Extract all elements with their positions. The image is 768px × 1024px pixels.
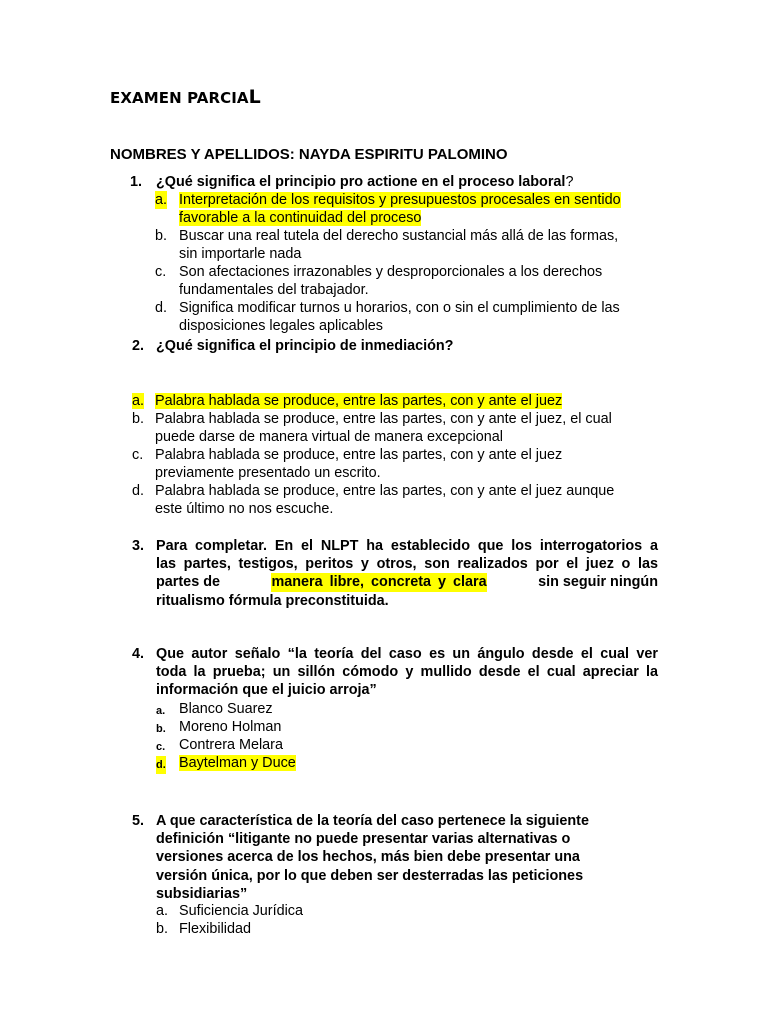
line-3-pre: partes de <box>156 574 220 591</box>
question-line-1: A que característica de la teoría del caso pertenece la siguiente <box>156 813 589 829</box>
question-number: 5. <box>132 813 145 829</box>
option-line-1: Son afectaciones irrazonables y desproporcionales a los derechos <box>179 264 603 280</box>
option-text <box>155 392 675 410</box>
option-letter-text: a. <box>132 393 145 409</box>
option-text: Contrera Melara <box>179 737 283 753</box>
option-line-2: sin importarle nada <box>179 246 302 263</box>
option-letter: b. <box>156 723 166 735</box>
option-letter: c. <box>155 264 167 280</box>
option-line-1: Interpretación de los requisitos y presupuestos procesales en sentido <box>179 192 621 208</box>
option-line-1: Palabra hablada se produce, entre las partes, con y ante el juez <box>155 393 563 409</box>
option-letter: c. <box>156 741 166 753</box>
option-line-2: puede darse de manera virtual de manera excepcional <box>155 429 503 446</box>
option-letter: a. <box>156 705 166 717</box>
title-main: EXAMEN PARCIA <box>110 89 249 107</box>
question-text <box>156 812 626 903</box>
option-text <box>155 446 675 482</box>
option-text <box>179 227 679 263</box>
option-text-highlight: Baytelman y Duce <box>179 755 296 771</box>
option-text <box>179 263 679 299</box>
line-3-post: sin seguir ningún <box>538 574 658 591</box>
question-line-1: Que autor señalo “la teoría del caso es un ángulo desde el cual ver <box>156 646 658 662</box>
option-line-1: Palabra hablada se produce, entre las partes, con y ante el juez <box>155 447 563 463</box>
option-text <box>179 191 679 227</box>
option-line-2: este último no nos escuche. <box>155 501 334 518</box>
option-text: Moreno Holman <box>179 719 282 735</box>
question-line-4: ritualismo fórmula preconstituida. <box>156 592 389 609</box>
option-text: Blanco Suarez <box>179 701 273 717</box>
question-line-3 <box>156 573 658 591</box>
question-line-4: versión única, por lo que deben ser desterradas las peticiones <box>156 867 584 884</box>
title-last-letter: L <box>248 86 261 108</box>
question-number: 3. <box>132 538 145 554</box>
option-letter: b. <box>132 411 145 427</box>
option-text <box>155 410 675 446</box>
option-text: Flexibilidad <box>179 921 251 937</box>
question-mark: ? <box>565 174 574 190</box>
question-number: 2. <box>132 338 145 354</box>
question-text <box>156 537 658 610</box>
option-text <box>179 299 679 335</box>
question-text <box>156 645 658 700</box>
question-line-3: versiones acerca de los hechos, más bien debe presentar una <box>156 849 580 866</box>
question-line-2: las partes, testigos, peritos y otros, son realizados por el juez o las <box>156 556 658 573</box>
student-name-line: NOMBRES Y APELLIDOS: NAYDA ESPIRITU PALOMINO <box>110 146 508 163</box>
question-line-1: Para completar. En el NLPT ha establecido que los interrogatorios a <box>156 538 658 554</box>
question-line-5: subsidiarias” <box>156 885 248 902</box>
page-title <box>110 86 261 108</box>
option-letter: a. <box>155 192 168 208</box>
option-text <box>179 754 659 772</box>
question-text <box>156 173 676 191</box>
option-letter <box>132 392 144 410</box>
option-letter: d. <box>156 756 166 774</box>
option-line-2: fundamentales del trabajador. <box>179 282 369 299</box>
question-line-2: definición “litigante no puede presentar varias alternativas o <box>156 831 571 848</box>
option-line-2: previamente presentado un escrito. <box>155 465 381 482</box>
question-number: 4. <box>132 646 145 662</box>
option-text: Suficiencia Jurídica <box>179 903 303 919</box>
option-text <box>155 482 675 518</box>
option-line-2: disposiciones legales aplicables <box>179 318 383 335</box>
question-text: ¿Qué significa el principio de inmediación? <box>156 338 454 354</box>
option-letter: b. <box>156 921 169 937</box>
question-text-main: ¿Qué significa el principio pro actione en el proceso laboral <box>156 174 566 190</box>
option-line-2: favorable a la continuidad del proceso <box>179 210 422 227</box>
option-letter: a. <box>156 903 169 919</box>
option-letter: b. <box>155 228 168 244</box>
option-letter: d. <box>155 300 168 316</box>
question-number: 1. <box>130 174 143 190</box>
option-line-1: Palabra hablada se produce, entre las partes, con y ante el juez, el cual <box>155 411 612 427</box>
option-letter: d. <box>132 483 145 499</box>
question-line-2: toda la prueba; un sillón cómodo y mullido desde el cual apreciar la <box>156 664 658 681</box>
option-letter: c. <box>132 447 144 463</box>
option-line-1: Buscar una real tutela del derecho sustancial más allá de las formas, <box>179 228 619 244</box>
question-line-3: información que el juicio arroja” <box>156 682 377 699</box>
option-line-1: Palabra hablada se produce, entre las partes, con y ante el juez aunque <box>155 483 615 499</box>
option-line-1: Significa modificar turnos u horarios, con o sin el cumplimiento de las <box>179 300 620 316</box>
highlighted-answer: manera libre, concreta y clara <box>271 574 487 591</box>
